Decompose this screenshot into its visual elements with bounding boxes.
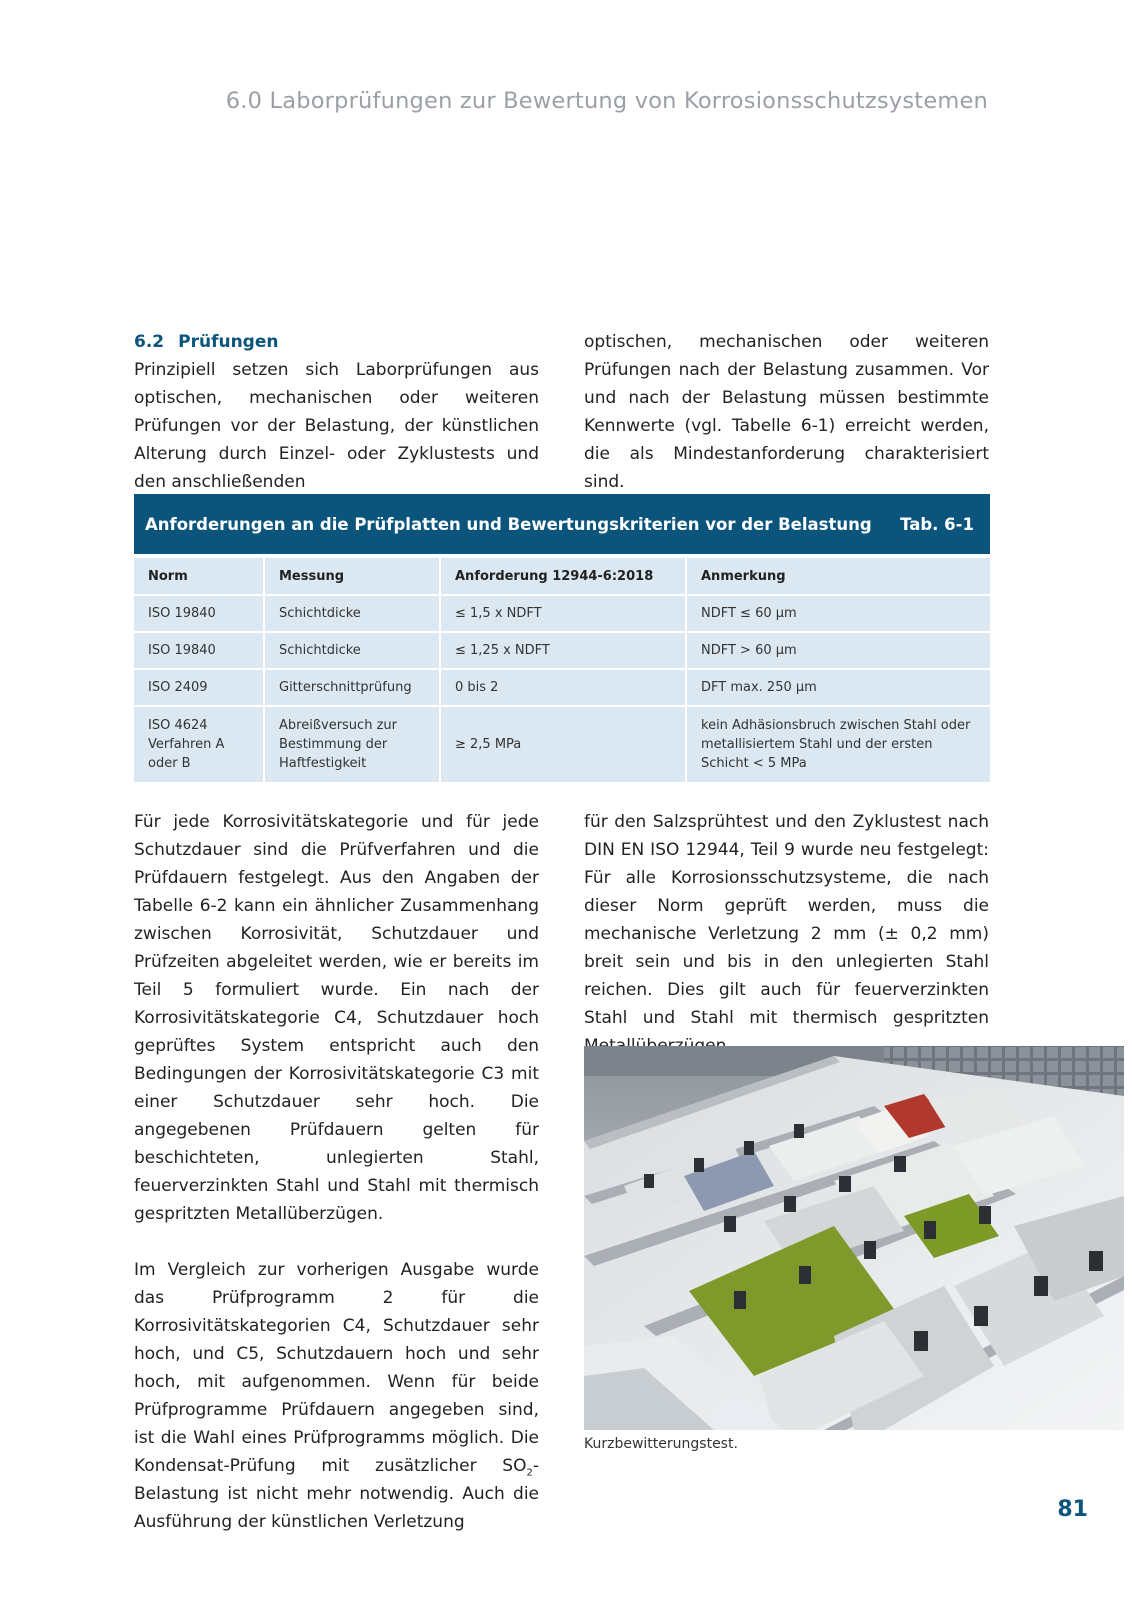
table-cell: NDFT > 60 μm bbox=[686, 632, 990, 669]
intro-left-paragraph: Prinzipiell setzen sich Laborprüfungen aus optischen, mechanischen oder weiteren Prüfungen vor der Belastung, der künstlichen Alterung durch Einzel- oder Zyklustests und den anschließenden bbox=[134, 360, 539, 492]
requirements-table-box bbox=[134, 494, 990, 784]
table-cell: ISO 19840 bbox=[134, 632, 264, 669]
body-paragraph: Für jede Korrosivitätskategorie und für jede Schutzdauer sind die Prüfverfahren und die Prüfdauern festgelegt. Aus den Angaben der Tabelle 6-2 kann ein ähnlicher Zusammenhang zwischen Korrosivität, Schutzdauer und Prüfzeiten abgeleitet werden, wie er bereits im Teil 5 formuliert wurde. Ein nach der Korrosivitätskategorie C4, Schutzdauer hoch geprüftes System entspricht auch den Bedingungen der Korrosivitätskategorie C3 mit einer Schutzdauer sehr hoch. Die angegebenen Prüfdauern gelten für beschichteten, unlegierten Stahl, feuerverzinkten Stahl und Stahl mit thermisch gespritzten Metallüberzügen. bbox=[134, 812, 539, 1224]
table-title: Anforderungen an die Prüfplatten und Bewertungskriterien vor der Belastung bbox=[145, 514, 872, 534]
intro-left-column bbox=[134, 328, 539, 496]
table-cell: ISO 19840 bbox=[134, 595, 264, 632]
body-left-column bbox=[134, 808, 539, 1536]
column-header-norm: Norm bbox=[134, 557, 264, 595]
table-cell: Gitterschnittprüfung bbox=[264, 669, 440, 706]
requirements-table bbox=[134, 556, 990, 784]
table-cell: ISO 4624 Verfahren A oder B bbox=[134, 706, 264, 783]
table-cell: ISO 2409 bbox=[134, 669, 264, 706]
table-cell: NDFT ≤ 60 μm bbox=[686, 595, 990, 632]
subscript: 2 bbox=[526, 1467, 533, 1479]
table-cell: Abreißversuch zur Bestimmung der Haftfestigkeit bbox=[264, 706, 440, 783]
body-right-column bbox=[584, 808, 989, 1060]
table-cell: Schichtdicke bbox=[264, 632, 440, 669]
body-paragraph: für den Salzsprühtest und den Zyklustest nach DIN EN ISO 12944, Teil 9 wurde neu festgelegt: Für alle Korrosionsschutzsysteme, die nach dieser Norm geprüft werden, muss die mechanische Verletzung 2 mm (± 0,2 mm) breit sein und bis in den unlegierten Stahl reichen. Dies gilt auch für feuerverzinkten Stahl und Stahl mit thermisch gespritzten bbox=[584, 812, 989, 1028]
chapter-title: 6.0 Laborprüfungen zur Bewertung von Korrosionsschutzsystemen bbox=[225, 88, 988, 114]
intro-right-column bbox=[584, 328, 989, 496]
section-heading bbox=[134, 328, 539, 356]
body-paragraph bbox=[134, 1256, 539, 1536]
column-header-messung: Messung bbox=[264, 557, 440, 595]
body-text: Im Vergleich zur vorherigen Ausgabe wurde das Prüfprogramm 2 für die Korrosivitätskategorien C4, Schutzdauer sehr hoch, und C5, Schutzdauern hoch und sehr hoch, mit aufgenommen. Wenn für beide Prüfprogramme Prüfdauern angegeben sind, ist die Wahl eines Prüfprogramms möglich. Die Kondensat-Prüfung mit zusätzlicher SO bbox=[134, 1260, 539, 1476]
table-row bbox=[134, 595, 990, 632]
table-cell: ≤ 1,25 x NDFT bbox=[440, 632, 686, 669]
intro-right-paragraph: optischen, mechanischen oder weiteren Prüfungen nach der Belastung zusammen. Vor und nach der Belastung müssen bestimmte Kennwerte (vgl. Tabelle 6-1) erreicht werden, die als Mindestanforderung charakterisiert sind. bbox=[584, 332, 989, 492]
table-cell: ≤ 1,5 x NDFT bbox=[440, 595, 686, 632]
page-number: 81 bbox=[1057, 1497, 1088, 1522]
figure-caption: Kurzbewitterungstest. bbox=[584, 1436, 738, 1452]
table-header-bar bbox=[134, 494, 990, 554]
table-header-row bbox=[134, 557, 990, 595]
table-cell: 0 bis 2 bbox=[440, 669, 686, 706]
table-cell: DFT max. 250 μm bbox=[686, 669, 990, 706]
table-row bbox=[134, 669, 990, 706]
column-header-anforderung: Anforderung 12944-6:2018 bbox=[440, 557, 686, 595]
table-row bbox=[134, 632, 990, 669]
table-cell: ≥ 2,5 MPa bbox=[440, 706, 686, 783]
table-row bbox=[134, 706, 990, 783]
test-panels-illustration bbox=[584, 1046, 1124, 1430]
table-cell: Schichtdicke bbox=[264, 595, 440, 632]
body-text: -Belastung ist nicht mehr notwendig. Auch die Ausführung der künstlichen Verletzung bbox=[134, 1456, 539, 1532]
section-number: 6.2 bbox=[134, 332, 165, 352]
column-header-anmerkung: Anmerkung bbox=[686, 557, 990, 595]
table-label: Tab. 6-1 bbox=[900, 514, 974, 534]
section-title: Prüfungen bbox=[178, 332, 279, 352]
test-panels-photo bbox=[584, 1046, 1124, 1430]
table-cell: kein Adhäsionsbruch zwischen Stahl oder metallisiertem Stahl und der ersten Schicht < 5 MPa bbox=[686, 706, 990, 783]
